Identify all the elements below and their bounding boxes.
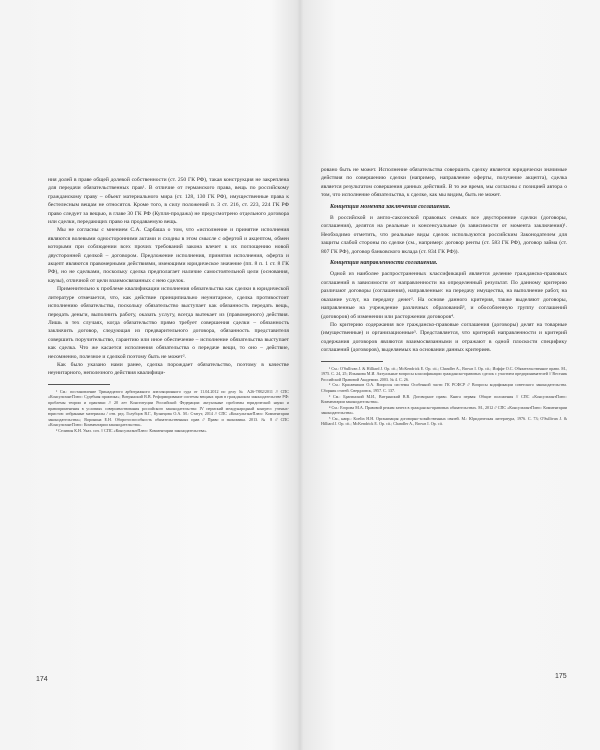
footnote: ⁴ См.: Егорова М.А. Правовой режим зачета в гражданско-правовых обязательствах. М., 2012 // СПС «КонсультантПлюс: Комментарии законодательства». xyxy=(321,404,567,416)
footnote: ¹ См.: постановление Тринадцатого арбитражного апелляционного суда от 11.04.2012 по делу № А26-7882/2011 // СПС «КонсультантПлюс: Судебная практика»; Витрянский В.В. Реформирование системы вещных прав в гражданском законодательстве РФ: проблемы теории и практики // 20 лет Конституции Российской Федерации: актуальные проблемы юридической науки и правоприменения в условиях совершенствования российского законодательства: IV пермский международный конгресс ученых-юристов: избранные материалы / отв. ред. Голубцов В.Г., Кузнецова О.А. М.: Статут, 2014 // СПС «КонсультантПлюс: Комментарии законодательства»; Воронина Е.Н. Оборотоспособность обязательственных прав // Право и экономика. 2013. № 8 // СПС «КонсультантПлюс: Комментарии законодательства». xyxy=(48,388,289,428)
footnote: ² Селивон К.Н. Указ. соч. // СПС «КонсультантПлюс: Комментарии законодательства». xyxy=(56,427,208,433)
body-paragraph: Как было указано нами ранее, сделка порождает обязательство, поэтому в качестве неунитарного, неполезного действия квалифици- xyxy=(48,361,289,377)
body-paragraph: Одной из наиболее распространенных классификаций является деление гражданско-правовых соглашений в зависимости от направленности на определенный результат. По данному критерию различают договоры (соглашения), направленные: на передачу имущества, на выполнение работ, на оказание услуг, на передачу денег². На основе данного критерия, также выделяют договоры, направленные на учреждение различных образований³, и обособленную группу соглашений (договоров) об изменении или расторжении договоров⁴. xyxy=(321,271,567,320)
body-paragraph: Мы не согласны с мнением С.А. Сарбаша о том, что «исполнение и принятие исполнения являются волевыми односторонними актами и сходны в этом смысле с офертой и акцептом, обмен которыми при соблюдении всех прочих требований закона влечет к их поглощению новой двусторонней сделкой – договором. Предложение исполнения, принятия исполнения, оферта и акцепт являются правомерными действиями, имеющими юридическое значение (пп. 8 п. 1 ст. 8 ГК РФ), но не сделками, поскольку сделка предполагает наличие самостоятельной цели (основания, каузы), отличной от цели взаимосвязанных с нею сделок. xyxy=(48,227,289,284)
page-number: 175 xyxy=(555,673,567,680)
page-number: 174 xyxy=(36,676,48,683)
footnote: ⁵ См., напр.: Koelin H.H. Организация договорно-хозяйственных связей. М.: Юридическая литература, 1976. С. 73; O'Sullivan J. & Hilliard J. Op. cit.; McKendrick E. Op. cit.; Chandler A., Brown I. Op. cit. xyxy=(321,415,567,427)
right-page xyxy=(321,166,567,427)
footnote: ³ См.: Брагинский М.И., Витрянский В.В. Договорное право. Книга первая: Общие положения // СПС «КонсультантПлюс: Комментарии законодательства». xyxy=(321,393,567,405)
footnote: ² См.: Красавчиков О.А. Вопросы системы Особенной части ГК РСФСР // Вопросы кодификации советского законодательства. Сборник статей. Свердловск, 1957. С. 137. xyxy=(321,382,567,393)
footnote: ¹ См.: O'Sullivan J. & Hilliard J. Op. cit.; McKendrick E. Op. cit.; Chandler A., Brown I. Op. cit.; Иоффе О.С. Обязательственное право. М., 1975. С. 24, 25; Ильинова М.И. Актуальные вопросы классификации гражданско-правовых сделок с участием предпринимателей // Вестник Российской Правовой Академии. 2003. № 4. С. 26. xyxy=(321,365,567,382)
body-paragraph: По критерию содержания все гражданско-правовые соглашения (договоры) делят на товарные (имущественные) и организационные⁵. Представляется, что критерий направленности и критерий содержания договоров являются взаимосвязанными и отражают в одной плоскости специфику соглашений (договоров), выделяемых на основании данных критериев. xyxy=(321,321,567,354)
footnote-divider xyxy=(48,384,110,385)
body-paragraph: ния долей в праве общей долевой собственности (ст. 250 ГК РФ), такая конструкция не закреплена для передачи обязательственных прав¹. В отличие от германского права, вещь по российскому гражданскому праву – объект материального мира (ст. 128, 130 ГК РФ), имущественные права к бестелесным вещам не относятся. Кроме того, в силу положений п. 3 ст. 216, ст. 223, 224 ГК РФ право следует за вещью, в главе 30 ГК РФ (Купля-продажа) не предусмотрено отдельного договора или сделки, передающих право на продаваемую вещь. xyxy=(48,177,289,226)
left-page xyxy=(48,176,289,434)
section-heading: Концепция момента заключения соглашения. xyxy=(330,203,451,210)
body-paragraph: В российской и англо-саксонской правовых семьях все двусторонние сделки (договоры, соглашения), делятся на реальные и консенсуальные (в зависимости от момента заключения)¹. Необходимо отметить, что реальные виды сделок используются российским Законодателем для защиты слабой стороны по сделке (см., например: договор ренты (ст. 583 ГК РФ), договор займа (ст. 807 ГК РФ), договор банковского вклада (ст. 834 ГК РФ)). xyxy=(321,215,567,255)
body-paragraph: Применительно к проблеме квалификации исполнения обязательства как сделки в юридической литературе отмечается, что, как действие принципиально неунитарное, сделка противостоит исполнению обязательства, поскольку обязательство выступает как обязанность передать вещь, передать деньги, выполнить работу, оказать услугу, всегда вытекает из (правомерного) действия. Лишь в тех случаях, когда обязательство прямо требует совершения сделки – обязанность заключить договор, следующая из предварительного договора, обязанность представителя совершить поручительство, гарантию или иное обеспечение – исполнение обязательства выступает как сделка. Что же касается исполнения обязательства о передаче вещи, то оно – действие, несомненно, полезное и сделкой поэтому быть не может². xyxy=(48,286,289,360)
body-paragraph: ровано быть не может. Исполнение обязательства совершить сделку является юридически значимые действия по совершению сделки (например, направление оферты, получение акцепта), сделка является результатом совершения данных действий. В то же время, мы согласны с позицией автора о том, что исполнение обязательства, к сделке, как мы видим, быть не может. xyxy=(321,167,567,199)
footnote-divider xyxy=(321,361,383,362)
section-heading: Концепция направленности соглашения. xyxy=(330,260,438,267)
